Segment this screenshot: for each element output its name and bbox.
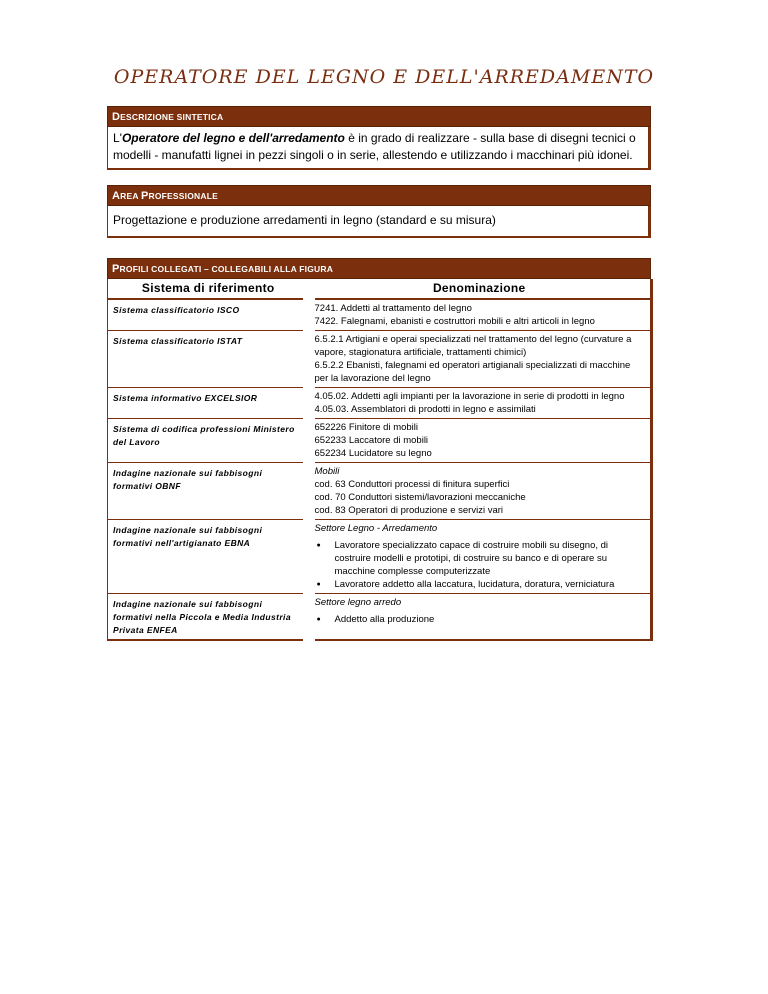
descrizione-body <box>107 127 651 170</box>
denominazione-line: 4.05.03. Assemblatori di prodotti in legno e assimilati <box>314 404 536 415</box>
sistema-cell: Indagine nazionale sui fabbisogni formativi OBNF <box>108 463 309 520</box>
bullet-item: ● Addetto alla produzione <box>329 613 647 626</box>
heading-cap: P <box>112 263 120 275</box>
sistema-cell: Indagine nazionale sui fabbisogni formativi nell'artigianato EBNA <box>108 520 309 594</box>
category-label: Mobili <box>314 466 340 477</box>
denominazione-cell <box>309 419 652 463</box>
denominazione-cell <box>309 299 652 331</box>
denominazione-cell <box>309 463 652 520</box>
category-label: Settore Legno - Arredamento <box>314 523 438 534</box>
denominazione-line: cod. 63 Conduttori processi di finitura superfici <box>314 479 510 490</box>
denominazione-line: 652233 Laccatore di mobili <box>314 435 429 446</box>
area-body: Progettazione e produzione arredamenti in legno (standard e su misura) <box>107 206 651 238</box>
denominazione-line: cod. 70 Conduttori sistemi/lavorazioni meccaniche <box>314 492 526 503</box>
col-header-sistema: Sistema di riferimento <box>108 279 309 299</box>
denominazione-line: 652226 Finitore di mobili <box>314 422 419 433</box>
heading-rest: REA <box>120 191 141 201</box>
heading-cap: P <box>140 190 149 202</box>
descrizione-section <box>107 106 651 170</box>
table-row <box>108 419 652 463</box>
denominazione-line: 7241. Addetti al trattamento del legno <box>314 303 472 314</box>
sistema-cell: Sistema di codifica professioni Ministero del Lavoro <box>108 419 309 463</box>
heading-rest: ROFESSIONALE <box>148 191 218 201</box>
descrizione-text: è in grado di realizzare - sulla base di disegni tecnici o modelli - manufatti lignei in pezzi singoli o in serie, allestendo e utilizzando i macchinari più idonei. <box>113 131 636 162</box>
bullet-list <box>315 539 647 591</box>
table-row <box>108 331 652 388</box>
col-header-denominazione: Denominazione <box>309 279 652 299</box>
denominazione-cell <box>309 594 652 641</box>
profili-table <box>107 279 653 641</box>
area-heading <box>107 185 651 206</box>
sistema-cell: Sistema informativo EXCELSIOR <box>108 388 309 419</box>
heading-cap: D <box>112 111 121 123</box>
denominazione-line: 4.05.02. Addetti agli impianti per la lavorazione in serie di prodotti in legno <box>314 391 625 402</box>
sistema-cell: Sistema classificatorio ISTAT <box>108 331 309 388</box>
table-row <box>108 388 652 419</box>
denominazione-line: 7422. Falegnami, ebanisti e costruttori mobili e altri articoli in legno <box>314 316 595 327</box>
profili-section <box>107 258 651 641</box>
area-section <box>107 185 651 238</box>
category-label: Settore legno arredo <box>314 597 402 608</box>
sistema-cell: Indagine nazionale sui fabbisogni formativi nella Piccola e Media Industria Privata ENFEA <box>108 594 309 641</box>
descrizione-heading <box>107 106 651 127</box>
page-title: OPERATORE DEL LEGNO E DELL'ARREDAMENTO <box>113 66 655 88</box>
heading-rest: ROFILI COLLEGATI – COLLEGABILI ALLA FIGURA <box>119 264 334 274</box>
denominazione-cell <box>309 331 652 388</box>
descrizione-prefix: L' <box>113 131 122 145</box>
heading-cap: A <box>112 190 121 202</box>
table-row <box>108 594 652 641</box>
table-row <box>108 299 652 331</box>
denominazione-line: 6.5.2.1 Artigiani e operai specializzati nel trattamento del legno (curvature a vapore, stagionatura artificiale, trattamenti chimici) <box>314 334 632 358</box>
denominazione-line: 652234 Lucidatore su legno <box>314 448 432 459</box>
profili-heading <box>107 258 651 279</box>
sistema-cell: Sistema classificatorio ISCO <box>108 299 309 331</box>
table-row <box>108 463 652 520</box>
denominazione-cell <box>309 520 652 594</box>
descrizione-bold: Operatore del legno e dell'arredamento <box>121 131 345 145</box>
bullet-item: ● Lavoratore specializzato capace di costruire mobili su disegno, di costruire modelli e prototipi, di costruire su banco e di operare su macchine complesse computerizzate <box>329 539 647 578</box>
heading-rest: ESCRIZIONE SINTETICA <box>120 112 224 122</box>
bullet-list <box>315 613 647 626</box>
bullet-item: ● Lavoratore addetto alla laccatura, lucidatura, doratura, verniciatura <box>329 578 647 591</box>
table-row <box>108 520 652 594</box>
denominazione-line: 6.5.2.2 Ebanisti, falegnami ed operatori artigianali specializzati di macchine per la lavorazione del legno <box>314 360 631 384</box>
denominazione-cell <box>309 388 652 419</box>
denominazione-line: cod. 83 Operatori di produzione e servizi vari <box>314 505 504 516</box>
